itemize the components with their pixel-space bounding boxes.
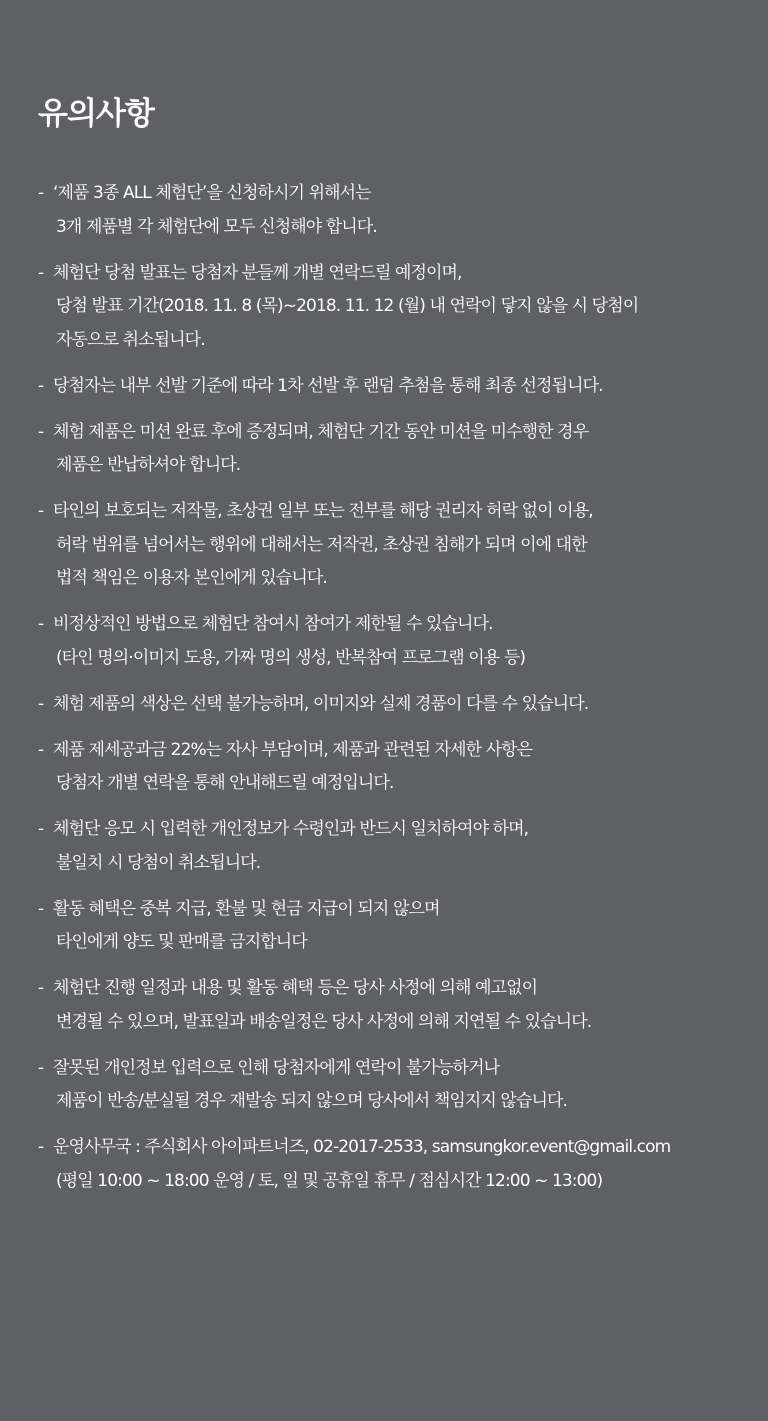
notice-item-text xyxy=(53,495,734,596)
notice-line: 3개 제품별 각 체험단에 모두 신청해야 합니다. xyxy=(56,216,377,237)
notice-title: 유의사항 xyxy=(38,96,154,132)
notice-item xyxy=(38,257,734,358)
notice-item xyxy=(38,370,734,404)
notice-line: 당첨자는 내부 선발 기준에 따라 1차 선발 후 랜덤 추첨을 통해 최종 선정됩니다. xyxy=(53,375,603,396)
notice-item xyxy=(38,893,734,960)
notice-line: 운영사무국 : 주식회사 아이파트너즈, 02-2017-2533, samsungkor.event@gmail.com xyxy=(53,1137,671,1157)
notice-line: 체험 제품은 미션 완료 후에 증정되며, 체험단 기간 동안 미션을 미수행한 경우 xyxy=(53,421,589,442)
notice-line: 제품이 반송/분실될 경우 재발송 되지 않으며 당사에서 책임지지 않습니다. xyxy=(56,1091,568,1111)
notice-line: 자동으로 취소됩니다. xyxy=(56,329,205,350)
notice-item xyxy=(38,1131,734,1198)
notice-item-text xyxy=(53,370,734,404)
notice-item-text xyxy=(53,177,734,244)
bullet-dash: - xyxy=(38,501,44,521)
notice-item xyxy=(38,734,734,801)
notice-line: 체험단 진행 일정과 내용 및 활동 혜택 등은 당사 사정에 의해 예고없이 xyxy=(53,978,538,998)
notice-item-text xyxy=(53,1131,734,1198)
bullet-dash: - xyxy=(38,978,44,998)
notice-item xyxy=(38,972,734,1039)
notice-line: 불일치 시 당첨이 취소됩니다. xyxy=(56,852,261,873)
notice-line: 타인에게 양도 및 판매를 금지합니다 xyxy=(56,932,307,952)
notice-line: 제품 제세공과금 22%는 자사 부담이며, 제품과 관련된 자세한 사항은 xyxy=(53,739,533,760)
notice-line: 체험단 당첨 발표는 당첨자 분들께 개별 연락드릴 예정이며, xyxy=(53,262,462,283)
notice-line: 비정상적인 방법으로 체험단 참여시 참여가 제한될 수 있습니다. xyxy=(53,614,493,634)
bullet-dash: - xyxy=(38,614,44,634)
notice-item-text xyxy=(53,1052,734,1119)
bullet-dash: - xyxy=(38,819,44,839)
notice-item xyxy=(38,177,734,244)
notice-item xyxy=(38,608,734,675)
notice-item-text xyxy=(53,893,734,960)
bullet-dash: - xyxy=(38,262,44,283)
bullet-dash: - xyxy=(38,739,44,760)
bullet-dash: - xyxy=(38,693,44,714)
notice-line: 당첨 발표 기간(2018. 11. 8 (목)~2018. 11. 12 (월) 내 연락이 닿지 않을 시 당첨이 xyxy=(56,296,639,316)
notice-item-text xyxy=(53,972,734,1039)
notice-item-text xyxy=(53,813,734,880)
notice-list xyxy=(38,177,734,1198)
notice-line: 체험단 응모 시 입력한 개인정보가 수령인과 반드시 일치하여야 하며, xyxy=(53,819,529,839)
notice-line: (타인 명의·이미지 도용, 가짜 명의 생성, 반복참여 프로그램 이용 등) xyxy=(56,647,526,668)
notice-line: 허락 범위를 넘어서는 행위에 대해서는 저작권, 초상권 침해가 되며 이에 대한 xyxy=(56,534,587,555)
notice-line: 법적 책임은 이용자 본인에게 있습니다. xyxy=(56,568,327,588)
notice-line: 활동 혜택은 중복 지급, 환불 및 현금 지급이 되지 않으며 xyxy=(53,898,440,919)
notice-item xyxy=(38,495,734,596)
bullet-dash: - xyxy=(38,421,44,442)
notice-item-text xyxy=(53,734,734,801)
notice-line: (평일 10:00 ~ 18:00 운영 / 토, 일 및 공휴일 휴무 / 점심시간 12:00 ~ 13:00) xyxy=(56,1170,603,1191)
notice-item-text xyxy=(53,416,734,483)
notice-line: 변경될 수 있으며, 발표일과 배송일정은 당사 사정에 의해 지연될 수 있습니다. xyxy=(56,1011,592,1032)
notice-item xyxy=(38,813,734,880)
bullet-dash: - xyxy=(38,1057,44,1078)
bullet-dash: - xyxy=(38,183,44,203)
notice-item xyxy=(38,688,734,722)
bullet-dash: - xyxy=(38,375,44,396)
notice-item-text xyxy=(53,257,734,358)
notice-line: 잘못된 개인정보 입력으로 인해 당첨자에게 연락이 불가능하거나 xyxy=(53,1057,500,1078)
notice-item xyxy=(38,416,734,483)
bullet-dash: - xyxy=(38,1137,44,1157)
notice-item-text xyxy=(53,688,734,722)
bullet-dash: - xyxy=(38,898,44,919)
notice-line: 당첨자 개별 연락을 통해 안내해드릴 예정입니다. xyxy=(56,773,394,793)
notice-line: 체험 제품의 색상은 선택 불가능하며, 이미지와 실제 경품이 다를 수 있습니다. xyxy=(53,693,589,714)
notice-item-text xyxy=(53,608,734,675)
notice-line: ‘제품 3종 ALL 체험단’을 신청하시기 위해서는 xyxy=(53,183,371,203)
notice-line: 타인의 보호되는 저작물, 초상권 일부 또는 전부를 해당 권리자 허락 없이 이용, xyxy=(53,501,593,521)
notice-line: 제품은 반납하셔야 합니다. xyxy=(56,455,241,475)
notice-item xyxy=(38,1052,734,1119)
